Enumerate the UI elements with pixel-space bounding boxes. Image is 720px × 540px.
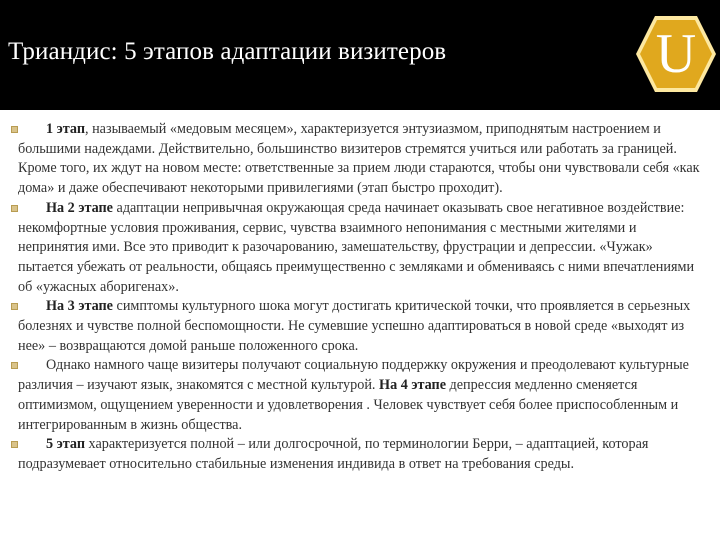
- stage-1-label: 1 этап: [46, 121, 85, 137]
- stage-5-label: 5 этап: [46, 436, 85, 453]
- slide-header: [0, 0, 720, 110]
- stage-2-label: На 2 этапе: [46, 199, 113, 216]
- stage-2-paragraph: [18, 199, 702, 298]
- stage-3-label: На 3 этапе: [46, 298, 113, 315]
- logo-letter: U: [655, 23, 697, 85]
- bullet-icon: [11, 303, 18, 310]
- stage-3-text: симптомы культурного шока могут достигать критической точки, что проявляется в серьезных болезнях и чувстве полной беспомощности. Не сумевшие успешно адаптироваться в новой среде «выходят из нее» – возвращаются домой раньше положенного срока.: [18, 298, 691, 354]
- slide-title: Триандис: 5 этапов адаптации визитеров: [8, 38, 447, 65]
- bullet-icon: [11, 126, 18, 133]
- stage-3-paragraph: [18, 297, 702, 356]
- stage-1-text: , называемый «медовым месяцем», характеризуется энтузиазмом, приподнятым настроением и большими надеждами. Действительно, большинство визитеров стремятся учиться или работать за границей. Кроме того, их ждут на новом месте: ответственные за прием люди стараются, чтобы они чувствовали себя «как дома» и даже обеспечивают некоторыми привилегиями (этап быстро проходит).: [18, 121, 700, 197]
- stage-2-text: адаптации непривычная окружающая среда начинает оказывать свое негативное воздействие: некомфортные условия проживания, сервис, чувства взаимного непонимания с местными жителями и непринятия ими. Все это приводит к разочарованию, замешательству, фрустрации и депрессии. «Чужак» пытается убежать от реальности, общаясь преимущественно с земляками и обмениваясь с ними впечатлениями об «ужасных аборигенах».: [18, 199, 695, 295]
- bullet-icon: [11, 205, 18, 212]
- stage-4-intro-text: Однако намного чаще визитеры получают социальную поддержку окружения и преодолевают культурные различия – изучают язык, знакомятся с местной культурой.: [18, 357, 689, 394]
- stage-4-paragraph: [18, 356, 702, 435]
- stage-1-paragraph: [18, 120, 702, 199]
- stage-5-text: характеризуется полной – или долгосрочной, по терминологии Берри, – адаптацией, которая подразумевает относительно стабильные изменения индивида в ответ на требования среды.: [18, 436, 649, 472]
- stage-5-paragraph: [18, 435, 702, 474]
- stage-4-text: депрессия медленно сменяется оптимизмом, ощущением уверенности и удовлетворения . Человек чувствует себя более приспособленным и интегрированным в жизнь общества.: [18, 377, 679, 433]
- bullet-icon: [11, 362, 18, 369]
- stage-4-label: На 4 этапе: [379, 377, 446, 394]
- bullet-icon: [11, 441, 18, 448]
- slide-body: [18, 120, 702, 475]
